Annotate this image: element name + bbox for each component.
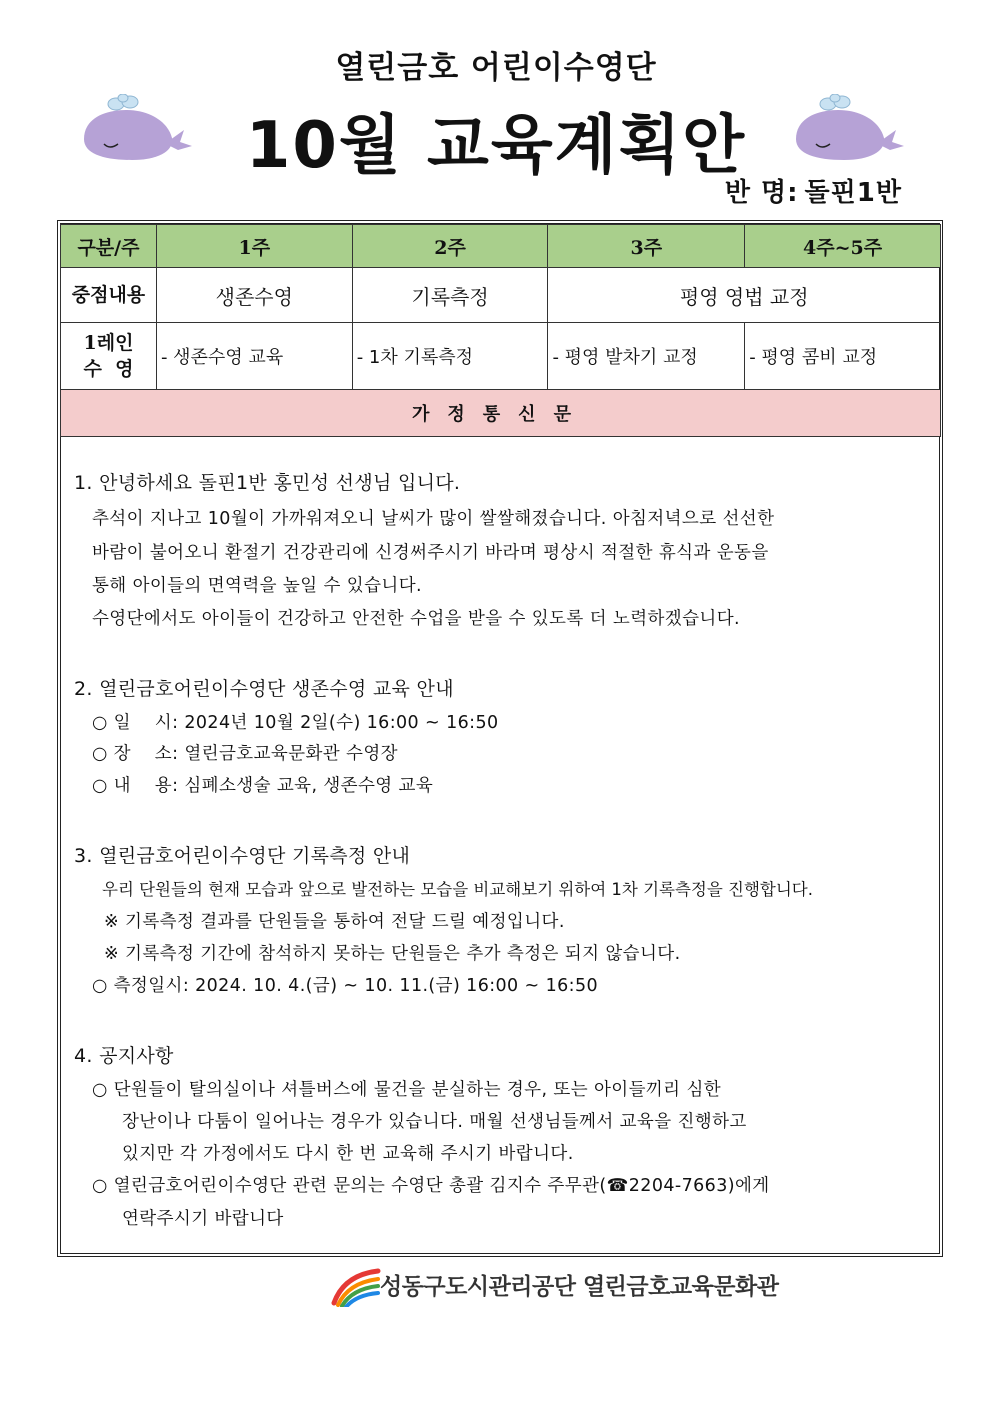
lane-cell: - 평영 콤비 교정 <box>745 323 941 390</box>
org-title: 열린금호 어린이수영단 <box>335 50 657 86</box>
lane-label <box>61 323 157 390</box>
header-cell: 1주 <box>156 225 352 268</box>
section-2-line: ○ 내 용: 심폐소생술 교육, 생존수영 교육 <box>92 776 434 796</box>
section-2-line: ○ 장 소: 열린금호교육문화관 수영장 <box>92 744 398 764</box>
lane-cell: - 생존수영 교육 <box>156 323 352 390</box>
class-name <box>725 172 902 209</box>
rainbow-logo-icon <box>330 1265 382 1307</box>
header-cell: 구분/주 <box>61 225 157 268</box>
focus-cell: 생존수영 <box>156 268 352 323</box>
class-label: 반 명: <box>724 178 799 208</box>
lane-cell: - 1차 기록측정 <box>352 323 548 390</box>
section-1-line: 통해 아이들의 면역력을 높일 수 있습니다. <box>92 576 422 596</box>
section-3-line: 우리 단원들의 현재 모습과 앞으로 발전하는 모습을 비교해보기 위하여 1차 기록측정을 진행합니다. <box>102 880 813 899</box>
header-cell: 4주~5주 <box>745 225 941 268</box>
section-4-line: 장난이나 다툼이 일어나는 경우가 있습니다. 매월 선생님들께서 교육을 진행하고 <box>122 1112 747 1132</box>
header-cell: 2주 <box>352 225 548 268</box>
section-2-title: 2. 열린금호어린이수영단 생존수영 교육 안내 <box>74 678 454 700</box>
section-3-line: ※ 기록측정 결과를 단원들을 통하여 전달 드릴 예정입니다. <box>104 912 565 932</box>
section-3-line: ※ 기록측정 기간에 참석하지 못하는 단원들은 추가 측정은 되지 않습니다. <box>104 944 681 964</box>
section-4-line: ○ 열린금호어린이수영단 관련 문의는 수영단 총괄 김지수 주무관(☎2204-7663)에게 <box>92 1176 770 1196</box>
lane-cell: - 평영 발차기 교정 <box>548 323 745 390</box>
section-4-line: 있지만 각 가정에서도 다시 한 번 교육해 주시기 바랍니다. <box>122 1144 574 1164</box>
section-2-line: ○ 일 시: 2024년 10월 2일(수) 16:00 ~ 16:50 <box>92 713 499 733</box>
section-4-title: 4. 공지사항 <box>74 1045 174 1067</box>
section-4-line: ○ 단원들이 탈의실이나 셔틀버스에 물건을 분실하는 경우, 또는 아이들끼리 심한 <box>92 1080 722 1100</box>
plan-header-row <box>61 225 941 268</box>
notice-title: 가정통신문 <box>61 390 941 437</box>
section-1-title: 1. 안녕하세요 돌핀1반 홍민성 선생님 입니다. <box>74 472 461 494</box>
lane-row <box>61 323 941 390</box>
focus-row <box>61 268 941 323</box>
section-3-title: 3. 열린금호어린이수영단 기록측정 안내 <box>74 845 411 867</box>
focus-label: 중점내용 <box>61 268 157 323</box>
focus-cell: 기록측정 <box>352 268 548 323</box>
section-1-line: 수영단에서도 아이들이 건강하고 안전한 수업을 받을 수 있도록 더 노력하겠습니다. <box>92 609 740 629</box>
notice-header-row <box>61 390 941 437</box>
header-cell: 3주 <box>548 225 745 268</box>
class-value: 돌핀1반 <box>804 178 902 208</box>
main-title: 10월 교육계획안 <box>245 109 747 183</box>
section-1-line: 추석이 지나고 10월이 가까워져오니 날씨가 많이 쌀쌀해졌습니다. 아침저녁으로 선선한 <box>92 509 775 529</box>
section-3-line: ○ 측정일시: 2024. 10. 4.(금) ~ 10. 11.(금) 16:00 ~ 16:50 <box>92 976 599 996</box>
section-4-line: 연락주시기 바랍니다 <box>122 1209 284 1229</box>
lane-label-line: 수 영 <box>83 358 134 380</box>
lane-label-line: 1레인 <box>83 332 134 354</box>
footer-org-name: 성동구도시관리공단 열린금호교육문화관 <box>380 1274 779 1300</box>
section-1-line: 바람이 불어오니 환절기 건강관리에 신경써주시기 바라며 평상시 적절한 휴식과 운동을 <box>92 543 769 563</box>
plan-table <box>60 224 941 437</box>
focus-cell: 평영 영법 교정 <box>548 268 941 323</box>
